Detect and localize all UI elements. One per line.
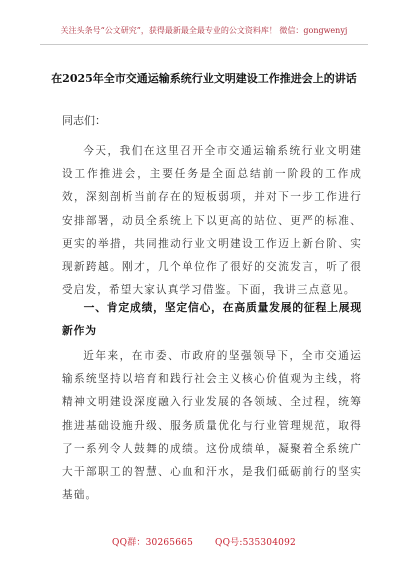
footer-qq-group: QQ群：30265665	[112, 538, 194, 548]
body-paragraph: 近年来，在市委、市政府的坚强领导下，全市交通运输系统坚持以培育和践行社会主义核心价值观为主线，将精神文明建设深度融入行业发展的各领域、全过程，统筹推进基础设施升级、服务质量优化与行业管理规范，取得了一系列令人鼓舞的成绩。这份成绩单，凝聚着全系统广大干部职工的智慧、心血和汗水，是我们砥砺前行的坚实基础。	[62, 350, 362, 502]
section-heading: 一、肯定成绩，坚定信心，在高质量发展的征程上展现新作为	[62, 301, 362, 337]
salutation: 同志们：	[62, 114, 106, 127]
document-title: 在2025年全市交通运输系统行业文明建设工作推进会上的讲话	[51, 72, 357, 85]
footer-qq-number: QQ号:535304092	[215, 538, 296, 548]
body-paragraph: 今天，我们在这里召开全市交通运输系统行业文明建设工作推进会，主要任务是全面总结前一阶段的工作成效，深刻剖析当前存在的短板弱项，并对下一步工作进行安排部署，动员全系统上下以更高的站位、更严的标准、更实的举措，共同推动行业文明建设工作迈上新台阶、实现新跨越。刚才，几个单位作了很好的交流发言，听了很受启发，希望大家认真学习借鉴。下面，我讲三点意见。	[62, 145, 362, 297]
footer-contact	[0, 537, 408, 549]
header-divider	[40, 44, 368, 45]
header-banner-text: 关注头条号“公文研究”，获得最新最全最专业的公文资料库！ 微信：gongwenyj	[60, 26, 348, 35]
header-banner	[40, 26, 368, 36]
